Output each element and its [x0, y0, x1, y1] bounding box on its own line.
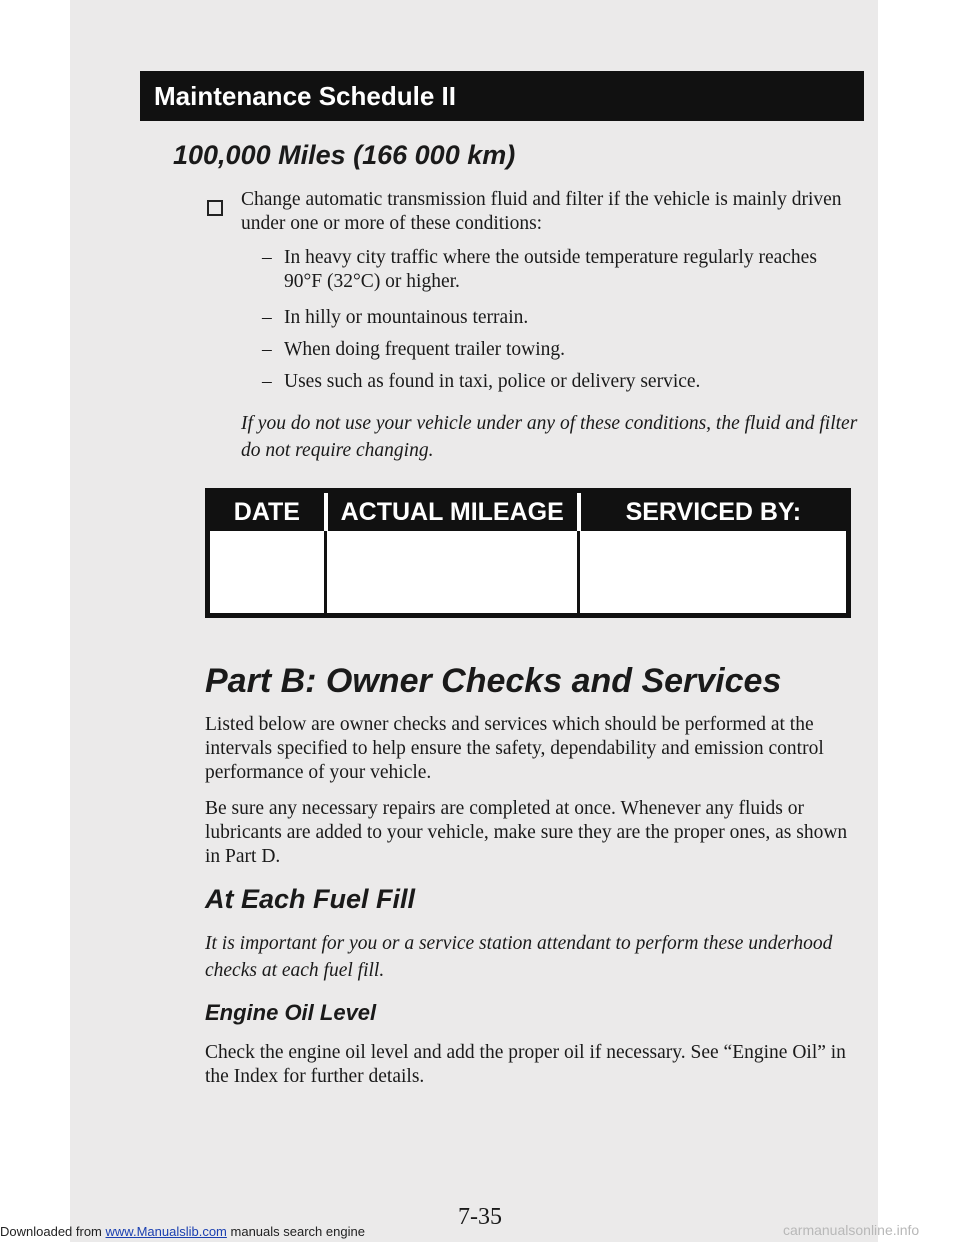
date-column-header: DATE — [208, 491, 326, 532]
condition-text: In hilly or mountainous terrain. — [284, 307, 529, 328]
date-cell[interactable] — [208, 531, 326, 616]
section-title: Maintenance Schedule II — [154, 81, 456, 111]
dash-bullet: – — [262, 307, 272, 328]
miles-heading: 100,000 Miles (166 000 km) — [173, 140, 516, 170]
dash-bullet: – — [262, 339, 272, 360]
conditions-note: If you do not use your vehicle under any of these conditions, the fluid and filter do not require changing. — [241, 413, 858, 461]
part-b-paragraph: Be sure any necessary repairs are completed at once. Whenever any fluids or lubricants are added to your vehicle, make sure they are the proper ones, as shown in Part D. — [205, 798, 848, 867]
condition-text: Uses such as found in taxi, police or delivery service. — [284, 371, 701, 392]
manualslib-link[interactable]: www.Manualslib.com — [105, 1224, 227, 1239]
table-header-row — [208, 491, 849, 532]
checkbox-icon[interactable] — [207, 200, 223, 216]
mileage-cell[interactable] — [326, 531, 579, 616]
fuel-fill-text: It is important for you or a service station attendant to perform these underhood checks at each fuel fill. — [205, 933, 833, 981]
maintenance-item-text: Change automatic transmission fluid and filter if the vehicle is mainly driven under one or more of these conditions: — [241, 189, 842, 234]
actual-mileage-column-header: ACTUAL MILEAGE — [326, 491, 579, 532]
fuel-fill-heading: At Each Fuel Fill — [205, 884, 416, 914]
dash-bullet: – — [262, 371, 272, 392]
condition-text: In heavy city traffic where the outside temperature regularly reaches 90°F (32°C) or higher. — [284, 247, 817, 292]
section-header-bar — [140, 71, 864, 121]
download-footer — [0, 1224, 365, 1239]
serviced-by-column-header: SERVICED BY: — [579, 491, 849, 532]
condition-text: When doing frequent trailer towing. — [284, 339, 566, 360]
page-number: 7-35 — [458, 1204, 502, 1230]
footer-suffix: manuals search engine — [230, 1224, 365, 1239]
part-b-paragraph: Listed below are owner checks and services which should be performed at the intervals specified to help ensure the safety, dependability and emission control performance of your vehicle. — [205, 714, 824, 783]
footer-prefix: Downloaded from — [0, 1224, 102, 1239]
part-b-heading: Part B: Owner Checks and Services — [205, 662, 782, 700]
table-row — [208, 531, 849, 616]
engine-oil-text: Check the engine oil level and add the proper oil if necessary. See “Engine Oil” in the Index for further details. — [205, 1042, 846, 1087]
watermark-text: carmanualsonline.info — [783, 1222, 920, 1238]
service-record-table — [205, 488, 851, 618]
serviced-by-cell[interactable] — [579, 531, 849, 616]
dash-bullet: – — [262, 247, 272, 268]
engine-oil-heading: Engine Oil Level — [205, 1000, 377, 1025]
